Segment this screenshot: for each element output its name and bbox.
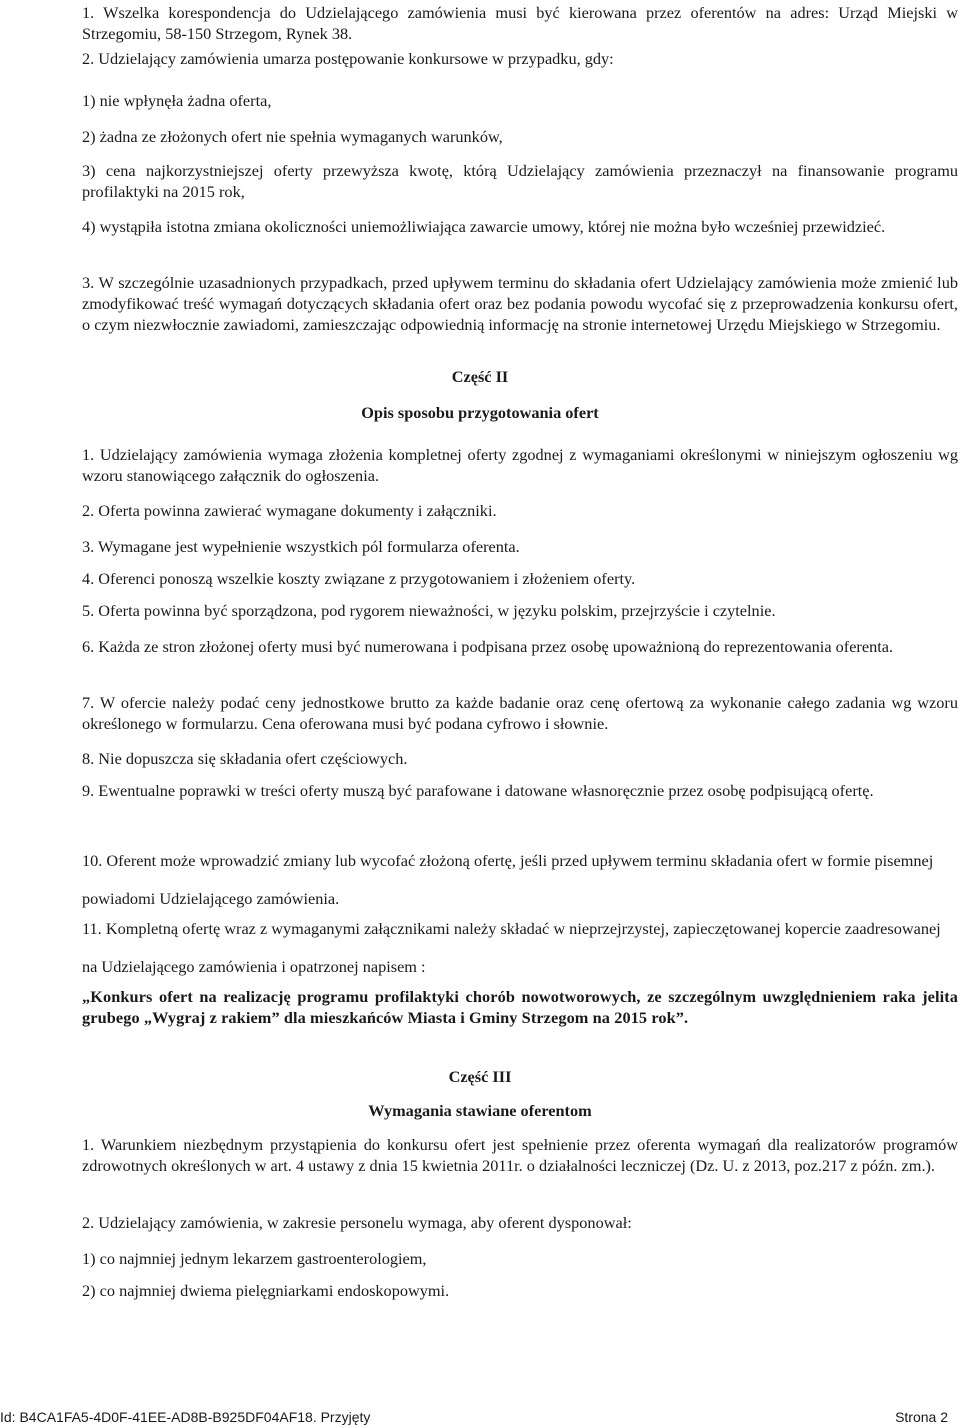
list-item: 2. Udzielający zamówienia, w zakresie personelu wymaga, aby oferent dysponował: bbox=[82, 1213, 632, 1232]
paragraph-modification: 3. W szczególnie uzasadnionych przypadkach, przed upływem terminu do składania ofert Udzielający zamówienia może zmienić lub zmodyfikować treść wymagań dotyczących składania ofert oraz bez podania powodu wycofać się z przeprowadzenia konkursu ofert, o czym niezwłocznie zawiadomi, zamieszczając odpowiednią informację na stronie internetowej Urzędu Miejskiego w Strzegomiu. bbox=[82, 273, 958, 334]
list-item: 1) co najmniej jednym lekarzem gastroenterologiem, bbox=[82, 1249, 427, 1268]
section-subheading-part-2: Opis sposobu przygotowania ofert bbox=[361, 403, 599, 422]
list-item: 2) co najmniej dwiema pielęgniarkami endoskopowymi. bbox=[82, 1281, 450, 1300]
list-item: 8. Nie dopuszcza się składania ofert częściowych. bbox=[82, 749, 408, 768]
document-id: Id: B4CA1FA5-4D0F-41EE-AD8B-B925DF04AF18. Przyjęty bbox=[0, 1409, 371, 1425]
list-item: 10. Oferent może wprowadzić zmiany lub wycofać złożoną ofertę, jeśli przed upływem terminu składania ofert w formie pisemnej powiadomi Udzielającego zamówienia. bbox=[82, 851, 934, 908]
section-heading-part-2: Część II bbox=[451, 367, 509, 386]
section-subheading-part-3: Wymagania stawiane oferentom bbox=[368, 1101, 592, 1120]
condition-2: 2) żadna ze złożonych ofert nie spełnia wymaganych warunków, bbox=[82, 127, 503, 146]
list-item: 1. Udzielający zamówienia wymaga złożenia kompletnej oferty zgodnej z wymaganiami określonymi w niniejszym ogłoszeniu wg wzoru stanowiącego załącznik do ogłoszenia. bbox=[82, 445, 958, 485]
section-heading-part-3: Część III bbox=[448, 1067, 512, 1086]
list-item: 2. Oferta powinna zawierać wymagane dokumenty i załączniki. bbox=[82, 501, 497, 520]
list-item: 9. Ewentualne poprawki w treści oferty muszą być parafowane i datowane własnoręcznie przez osobę podpisującą ofertę. bbox=[82, 781, 874, 800]
paragraph-termination: 2. Udzielający zamówienia umarza postępowanie konkursowe w przypadku, gdy: bbox=[82, 49, 614, 68]
condition-4: 4) wystąpiła istotna zmiana okoliczności uniemożliwiająca zawarcie umowy, której nie można było wcześniej przewidzieć. bbox=[82, 217, 886, 236]
list-item: 5. Oferta powinna być sporządzona, pod rygorem nieważności, w języku polskim, przejrzyście i czytelnie. bbox=[82, 601, 776, 620]
page-number: Strona 2 bbox=[895, 1409, 948, 1425]
list-item: 4. Oferenci ponoszą wszelkie koszty związane z przygotowaniem i złożeniem oferty. bbox=[82, 569, 636, 588]
envelope-inscription: „Konkurs ofert na realizację programu profilaktyki chorób nowotworowych, ze szczególnym uwzględnieniem raka jelita grubego „Wygraj z rakiem” dla mieszkańców Miasta i Gminy Strzegom na 2015 rok”. bbox=[82, 987, 958, 1027]
condition-3: 3) cena najkorzystniejszej oferty przewyższa kwotę, którą Udzielający zamówienia przeznaczył na finansowanie programu profilaktyki na 2015 rok, bbox=[82, 161, 958, 201]
list-item: 6. Każda ze stron złożonej oferty musi być numerowana i podpisana przez osobę upoważnioną do reprezentowania oferenta. bbox=[82, 637, 894, 656]
condition-1: 1) nie wpłynęła żadna oferta, bbox=[82, 91, 272, 110]
list-item: 1. Warunkiem niezbędnym przystąpienia do konkursu ofert jest spełnienie przez oferenta wymagań dla realizatorów programów zdrowotnych określonych w art. 4 ustawy z dnia 15 kwietnia 2011r. o działalności leczniczej (Dz. U. z 2013, poz.217 z późn. zm.). bbox=[82, 1135, 958, 1175]
list-item: 7. W ofercie należy podać ceny jednostkowe brutto za każde badanie oraz cenę ofertową za wykonanie całego zadania wg wzoru określonego w formularzu. Cena oferowana musi być podana cyfrowo i słownie. bbox=[82, 693, 958, 733]
list-item: 3. Wymagane jest wypełnienie wszystkich pól formularza oferenta. bbox=[82, 537, 520, 556]
list-item: 11. Kompletną ofertę wraz z wymaganymi załącznikami należy składać w nieprzejrzystej, zapieczętowanej kopercie zaadresowanej na Udzielającego zamówienia i opatrzonej napisem : bbox=[82, 919, 941, 976]
paragraph-correspondence: 1. Wszelka korespondencja do Udzielającego zamówienia musi być kierowana przez oferentów na adres: Urząd Miejski w Strzegomiu, 58-150 Strzegom, Rynek 38. bbox=[82, 3, 958, 43]
